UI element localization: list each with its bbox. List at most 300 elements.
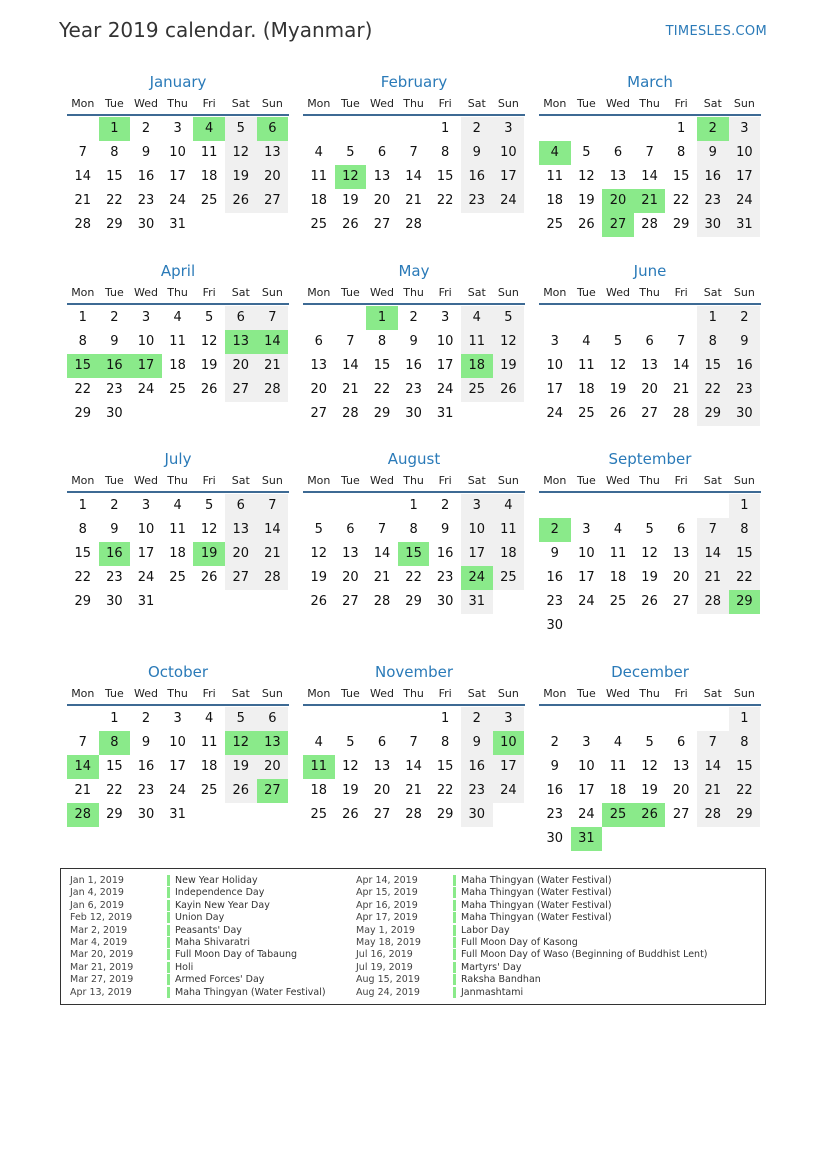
day-cell: 9 — [409, 334, 418, 349]
holiday-day-cell: 14 — [67, 755, 99, 779]
weekday-label: Fri — [674, 96, 688, 110]
day-cell: 3 — [550, 334, 559, 349]
day-cell: 24 — [493, 779, 525, 803]
holiday-row — [70, 875, 326, 887]
day-cell: 30 — [436, 594, 454, 609]
day-grid — [67, 117, 289, 237]
day-cell: 11 — [461, 330, 493, 354]
day-cell: 24 — [493, 189, 525, 213]
weekday-header — [303, 469, 525, 493]
day-cell: 9 — [141, 735, 151, 750]
day-cell: 13 — [257, 141, 289, 165]
empty-cell — [335, 707, 367, 731]
day-cell: 20 — [257, 755, 289, 779]
holiday-marker — [167, 925, 170, 936]
weekday-label: Mon — [71, 96, 95, 110]
weekday-label: Wed — [133, 686, 158, 700]
day-cell: 14 — [373, 546, 391, 561]
day-cell: 6 — [314, 334, 323, 349]
month-september — [539, 449, 761, 638]
day-cell: 3 — [173, 711, 182, 726]
day-cell: 19 — [493, 354, 525, 378]
day-cell: 26 — [225, 189, 257, 213]
empty-cell — [571, 494, 603, 518]
holiday-day-cell: 13 — [225, 330, 257, 354]
empty-cell — [539, 494, 571, 518]
day-cell: 12 — [641, 759, 658, 774]
weekday-header — [539, 92, 761, 116]
day-cell: 16 — [137, 759, 155, 774]
weekday-label: Tue — [576, 96, 596, 110]
holiday-date: Apr 14, 2019 — [356, 875, 418, 886]
day-cell: 6 — [377, 735, 387, 750]
day-cell: 15 — [436, 169, 454, 184]
day-cell: 26 — [225, 779, 257, 803]
holiday-marker — [453, 875, 456, 886]
month-name: May — [398, 262, 430, 280]
holiday-date: Feb 12, 2019 — [70, 912, 133, 924]
weekday-label: Sun — [497, 96, 519, 110]
day-cell: 7 — [409, 145, 418, 160]
day-cell: 5 — [205, 310, 214, 325]
day-cell: 16 — [405, 358, 422, 373]
holiday-day-cell: 16 — [99, 542, 131, 566]
day-cell: 15 — [74, 546, 92, 561]
day-cell: 11 — [200, 735, 218, 750]
holiday-marker — [453, 937, 456, 948]
day-cell: 20 — [373, 193, 391, 208]
empty-cell — [571, 707, 603, 731]
weekday-label: Fri — [438, 686, 452, 700]
empty-cell — [366, 117, 398, 141]
day-grid — [67, 494, 289, 614]
empty-cell — [665, 707, 697, 731]
weekday-label: Sat — [231, 285, 250, 299]
day-cell: 20 — [257, 165, 289, 189]
day-cell: 21 — [405, 783, 422, 798]
weekday-label: Mon — [307, 96, 331, 110]
weekday-label: Tue — [340, 686, 360, 700]
holiday-date: Jan 4, 2019 — [70, 887, 124, 899]
day-cell: 8 — [677, 145, 686, 160]
weekday-label: Sat — [703, 285, 722, 299]
empty-cell — [665, 306, 697, 330]
day-cell: 23 — [405, 382, 422, 397]
holiday-marker — [167, 937, 170, 948]
day-cell: 25 — [169, 382, 186, 397]
day-cell: 7 — [409, 735, 418, 750]
day-cell: 23 — [546, 594, 564, 609]
day-cell: 28 — [697, 803, 729, 827]
weekday-label: Fri — [674, 473, 688, 487]
day-cell: 15 — [729, 542, 761, 566]
day-cell: 11 — [493, 518, 525, 542]
empty-cell — [539, 117, 571, 141]
day-cell: 18 — [546, 193, 564, 208]
holiday-name: New Year Holiday — [175, 875, 258, 886]
holiday-day-cell: 1 — [99, 117, 131, 141]
day-cell: 15 — [106, 169, 123, 184]
day-cell: 29 — [74, 594, 92, 609]
weekday-label: Wed — [133, 285, 158, 299]
day-cell: 31 — [169, 807, 186, 822]
day-cell: 20 — [310, 382, 328, 397]
day-cell: 23 — [137, 783, 155, 798]
day-grid — [303, 306, 525, 426]
holiday-name: Janmashtami — [461, 986, 524, 998]
day-cell: 21 — [697, 566, 729, 590]
empty-cell — [571, 306, 603, 330]
day-cell: 30 — [729, 402, 761, 426]
holiday-date: May 1, 2019 — [356, 924, 415, 936]
day-cell: 8 — [729, 518, 761, 542]
day-cell: 14 — [405, 759, 422, 774]
day-cell: 25 — [200, 783, 218, 798]
day-cell: 6 — [677, 522, 686, 537]
day-cell: 24 — [137, 570, 155, 585]
weekday-header — [67, 281, 289, 305]
day-cell: 18 — [609, 783, 627, 798]
day-cell: 21 — [74, 193, 92, 208]
day-cell: 14 — [405, 169, 422, 184]
day-cell: 21 — [405, 193, 422, 208]
day-cell: 11 — [200, 145, 218, 160]
day-cell: 17 — [578, 570, 595, 585]
day-cell: 28 — [672, 406, 690, 421]
page-title: Year 2019 calendar. (Myanmar) — [59, 18, 373, 42]
day-cell: 26 — [342, 807, 359, 822]
day-cell: 22 — [672, 193, 690, 208]
day-cell: 9 — [110, 334, 119, 349]
day-cell: 8 — [441, 145, 450, 160]
day-cell: 22 — [74, 570, 92, 585]
weekday-label: Sat — [231, 686, 250, 700]
holiday-row — [356, 987, 708, 999]
day-cell: 7 — [677, 334, 686, 349]
day-cell: 15 — [106, 759, 123, 774]
holiday-marker — [453, 962, 456, 973]
weekday-label: Fri — [438, 285, 452, 299]
weekday-label: Sat — [467, 686, 486, 700]
weekday-label: Sun — [261, 96, 283, 110]
weekday-label: Tue — [104, 285, 124, 299]
weekday-label: Fri — [202, 96, 216, 110]
day-cell: 23 — [546, 807, 564, 822]
day-cell: 31 — [137, 594, 155, 609]
day-cell: 29 — [405, 594, 422, 609]
holiday-marker — [453, 987, 456, 998]
day-cell: 6 — [225, 306, 257, 330]
empty-cell — [303, 494, 335, 518]
day-cell: 26 — [310, 594, 328, 609]
weekday-label: Fri — [438, 96, 452, 110]
day-cell: 9 — [141, 145, 151, 160]
day-cell: 6 — [257, 707, 289, 731]
day-cell: 27 — [373, 217, 391, 232]
day-grid — [539, 306, 761, 426]
day-cell: 3 — [141, 498, 151, 513]
day-cell: 28 — [697, 590, 729, 614]
day-cell: 26 — [342, 217, 359, 232]
holiday-name: Maha Thingyan (Water Festival) — [461, 875, 612, 886]
holiday-day-cell: 8 — [99, 731, 131, 755]
day-cell: 8 — [78, 334, 87, 349]
day-cell: 12 — [200, 334, 218, 349]
day-cell: 9 — [110, 522, 119, 537]
weekday-label: Wed — [369, 285, 394, 299]
day-cell: 27 — [373, 807, 391, 822]
holiday-row — [70, 925, 326, 937]
day-cell: 16 — [461, 755, 493, 779]
weekday-label: Thu — [167, 96, 188, 110]
empty-cell — [67, 117, 99, 141]
holiday-name: Raksha Bandhan — [461, 974, 541, 986]
day-cell: 16 — [461, 165, 493, 189]
day-cell: 17 — [493, 755, 525, 779]
day-cell: 26 — [200, 382, 218, 397]
holiday-date: Apr 17, 2019 — [356, 912, 418, 924]
day-cell: 8 — [729, 731, 761, 755]
empty-cell — [398, 117, 430, 141]
holiday-row — [70, 987, 326, 999]
day-cell: 12 — [609, 358, 627, 373]
holiday-day-cell: 2 — [697, 117, 729, 141]
day-cell: 23 — [461, 779, 493, 803]
month-name: August — [387, 450, 441, 468]
holiday-day-cell: 16 — [99, 354, 131, 378]
day-cell: 17 — [493, 165, 525, 189]
day-cell: 30 — [697, 213, 729, 237]
day-cell: 13 — [609, 169, 627, 184]
day-cell: 17 — [169, 169, 186, 184]
day-cell: 8 — [78, 522, 87, 537]
day-cell: 4 — [205, 711, 214, 726]
day-cell: 15 — [729, 755, 761, 779]
day-cell: 24 — [169, 193, 186, 208]
month-name: December — [611, 663, 689, 681]
holiday-day-cell: 20 — [602, 189, 634, 213]
day-cell: 22 — [436, 783, 454, 798]
holiday-row — [356, 962, 708, 974]
day-cell: 21 — [74, 783, 92, 798]
empty-cell — [335, 117, 367, 141]
empty-cell — [697, 707, 729, 731]
weekday-header — [67, 682, 289, 706]
holiday-day-cell: 15 — [67, 354, 99, 378]
holiday-marker — [167, 887, 170, 898]
empty-cell — [602, 494, 634, 518]
day-cell: 30 — [137, 217, 155, 232]
day-cell: 9 — [441, 522, 450, 537]
day-cell: 28 — [373, 594, 391, 609]
day-cell: 29 — [106, 807, 123, 822]
holiday-day-cell: 13 — [257, 731, 289, 755]
weekday-label: Thu — [403, 285, 424, 299]
holiday-date: Mar 27, 2019 — [70, 974, 134, 986]
day-cell: 1 — [697, 306, 729, 330]
holiday-day-cell: 25 — [602, 803, 634, 827]
month-april — [67, 261, 289, 426]
day-cell: 8 — [441, 735, 450, 750]
weekday-label: Thu — [403, 473, 424, 487]
holiday-name: Peasants' Day — [175, 924, 242, 936]
weekday-label: Wed — [605, 473, 630, 487]
month-august — [303, 449, 525, 614]
day-cell: 24 — [578, 807, 595, 822]
day-cell: 17 — [169, 759, 186, 774]
holiday-day-cell: 24 — [461, 566, 493, 590]
day-grid — [303, 117, 525, 237]
day-cell: 18 — [578, 382, 595, 397]
day-cell: 6 — [225, 494, 257, 518]
day-cell: 8 — [377, 334, 387, 349]
holiday-row — [356, 900, 708, 912]
day-cell: 17 — [436, 358, 454, 373]
day-cell: 12 — [310, 546, 328, 561]
month-november — [303, 662, 525, 827]
day-cell: 5 — [225, 117, 257, 141]
day-cell: 26 — [609, 406, 627, 421]
weekday-label: Sat — [703, 686, 722, 700]
day-cell: 18 — [169, 546, 186, 561]
day-cell: 11 — [169, 522, 186, 537]
weekday-label: Sun — [261, 473, 283, 487]
day-cell: 2 — [461, 707, 493, 731]
empty-cell — [303, 707, 335, 731]
month-name: April — [160, 262, 196, 280]
day-cell: 8 — [110, 145, 119, 160]
day-cell: 14 — [641, 169, 658, 184]
holiday-column-right — [356, 875, 708, 999]
weekday-label: Sun — [733, 686, 755, 700]
weekday-label: Tue — [340, 96, 360, 110]
empty-cell — [665, 494, 697, 518]
day-cell: 14 — [697, 542, 729, 566]
day-cell: 13 — [373, 759, 391, 774]
day-cell: 9 — [461, 731, 493, 755]
weekday-label: Sun — [261, 285, 283, 299]
weekday-label: Tue — [576, 686, 596, 700]
day-cell: 18 — [493, 542, 525, 566]
holiday-day-cell: 10 — [493, 731, 525, 755]
day-cell: 22 — [729, 779, 761, 803]
day-cell: 11 — [609, 759, 627, 774]
holiday-row — [70, 912, 326, 924]
weekday-label: Sun — [497, 473, 519, 487]
brand-link[interactable]: TIMESLES.COM — [665, 24, 767, 39]
day-cell: 9 — [461, 141, 493, 165]
weekday-label: Mon — [307, 285, 331, 299]
holiday-marker — [453, 887, 456, 898]
day-cell: 31 — [729, 213, 761, 237]
weekday-header — [539, 469, 761, 493]
day-cell: 22 — [373, 382, 391, 397]
holiday-date: Mar 20, 2019 — [70, 949, 134, 961]
day-cell: 14 — [74, 169, 92, 184]
holiday-list — [60, 868, 766, 1005]
day-cell: 17 — [546, 382, 564, 397]
day-cell: 4 — [613, 735, 623, 750]
day-cell: 29 — [729, 803, 761, 827]
day-cell: 2 — [550, 735, 559, 750]
month-january — [67, 72, 289, 237]
holiday-name: Union Day — [175, 912, 225, 924]
day-cell: 19 — [641, 570, 658, 585]
day-grid — [303, 494, 525, 614]
weekday-label: Tue — [576, 285, 596, 299]
empty-cell — [539, 306, 571, 330]
day-cell: 8 — [697, 330, 729, 354]
day-cell: 22 — [405, 570, 422, 585]
weekday-label: Tue — [340, 285, 360, 299]
day-cell: 18 — [200, 759, 218, 774]
day-cell: 26 — [493, 378, 525, 402]
day-cell: 18 — [609, 570, 627, 585]
weekday-header — [67, 469, 289, 493]
month-july — [67, 449, 289, 614]
day-cell: 10 — [137, 522, 155, 537]
day-cell: 10 — [169, 145, 186, 160]
holiday-date: Aug 24, 2019 — [356, 986, 420, 998]
day-cell: 19 — [641, 783, 658, 798]
day-cell: 7 — [257, 494, 289, 518]
weekday-label: Sat — [231, 473, 250, 487]
day-cell: 28 — [74, 217, 92, 232]
empty-cell — [602, 117, 634, 141]
day-cell: 4 — [582, 334, 591, 349]
day-cell: 25 — [310, 807, 328, 822]
day-cell: 23 — [106, 382, 123, 397]
holiday-column-left — [70, 875, 326, 999]
day-cell: 22 — [436, 193, 454, 208]
holiday-marker — [453, 900, 456, 911]
day-cell: 24 — [546, 406, 564, 421]
holiday-row — [70, 887, 326, 899]
holiday-marker — [167, 949, 170, 960]
day-cell: 24 — [137, 382, 155, 397]
day-cell: 13 — [310, 358, 328, 373]
holiday-day-cell: 18 — [461, 354, 493, 378]
weekday-label: Wed — [605, 96, 630, 110]
day-cell: 2 — [441, 498, 450, 513]
empty-cell — [303, 117, 335, 141]
holiday-day-cell: 26 — [634, 803, 666, 827]
holiday-day-cell: 29 — [729, 590, 761, 614]
day-cell: 28 — [641, 217, 658, 232]
weekday-header — [303, 92, 525, 116]
weekday-label: Tue — [104, 686, 124, 700]
weekday-label: Thu — [403, 686, 424, 700]
day-cell: 20 — [672, 783, 690, 798]
month-may — [303, 261, 525, 426]
day-cell: 21 — [672, 382, 690, 397]
day-cell: 17 — [137, 546, 155, 561]
holiday-row — [356, 937, 708, 949]
month-name: June — [633, 262, 667, 280]
weekday-label: Sun — [497, 285, 519, 299]
day-cell: 18 — [310, 193, 328, 208]
day-cell: 20 — [672, 570, 690, 585]
holiday-day-cell: 11 — [303, 755, 335, 779]
day-cell: 1 — [441, 711, 450, 726]
weekday-label: Sat — [231, 96, 250, 110]
day-cell: 29 — [436, 807, 454, 822]
day-cell: 3 — [141, 310, 151, 325]
holiday-date: Jan 6, 2019 — [70, 899, 124, 911]
day-cell: 2 — [409, 310, 418, 325]
holiday-day-cell: 12 — [225, 731, 257, 755]
weekday-label: Thu — [167, 473, 188, 487]
